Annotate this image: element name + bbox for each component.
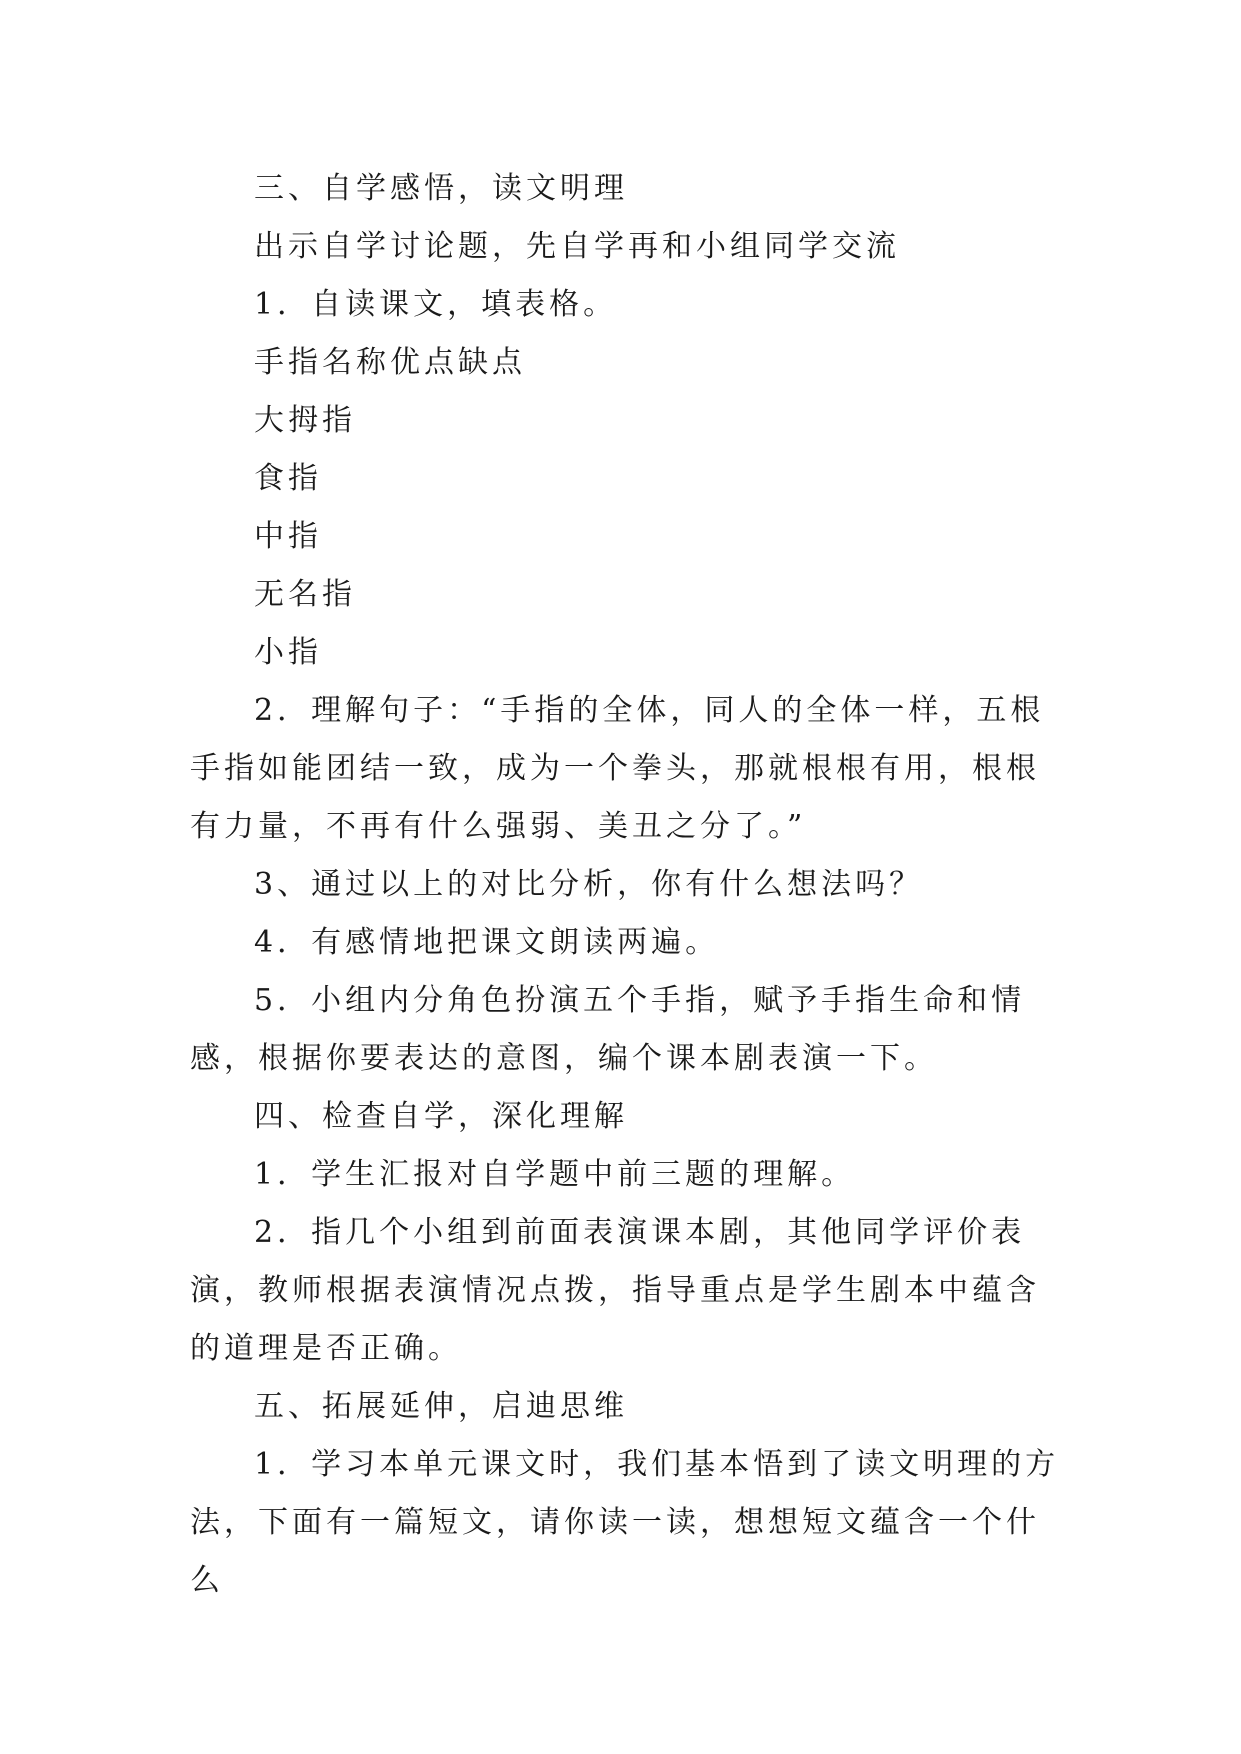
table-row-label: 大拇指 — [254, 403, 356, 438]
section-heading-3: 三、自学感悟，读文明理 — [254, 171, 628, 206]
list-item: 5．小组内分角色扮演五个手指，赋予手指生命和情感，根据你要表达的意图，编个课本剧表演一下。 — [190, 983, 1026, 1076]
list-item: 1．学生汇报对自学题中前三题的理解。 — [254, 1157, 856, 1192]
table-row-label: 小指 — [254, 635, 322, 670]
table-row-label: 中指 — [254, 519, 322, 554]
list-item: 1．自读课文，填表格。 — [254, 287, 618, 322]
table-row-label: 无名指 — [254, 577, 356, 612]
table-row-label: 食指 — [254, 461, 322, 496]
section-heading-4: 四、检查自学，深化理解 — [254, 1099, 628, 1134]
table-header-line: 手指名称优点缺点 — [254, 345, 526, 380]
document-body — [190, 160, 1060, 1610]
section-heading-5: 五、拓展延伸，启迪思维 — [254, 1389, 628, 1424]
list-item: 2．指几个小组到前面表演课本剧，其他同学评价表演，教师根据表演情况点拨，指导重点是学生剧本中蕴含的道理是否正确。 — [190, 1215, 1040, 1366]
list-item: 2．理解句子：“手指的全体，同人的全体一样，五根手指如能团结一致，成为一个拳头，那就根根有用，根根有力量，不再有什么强弱、美丑之分了。” — [190, 693, 1045, 844]
list-item: 3、通过以上的对比分析，你有什么想法吗？ — [254, 867, 924, 902]
list-item: 4．有感情地把课文朗读两遍。 — [254, 925, 720, 960]
paragraph: 出示自学讨论题，先自学再和小组同学交流 — [254, 229, 900, 264]
list-item: 1．学习本单元课文时，我们基本悟到了读文明理的方法，下面有一篇短文，请你读一读，想想短文蕴含一个什么 — [190, 1447, 1060, 1598]
